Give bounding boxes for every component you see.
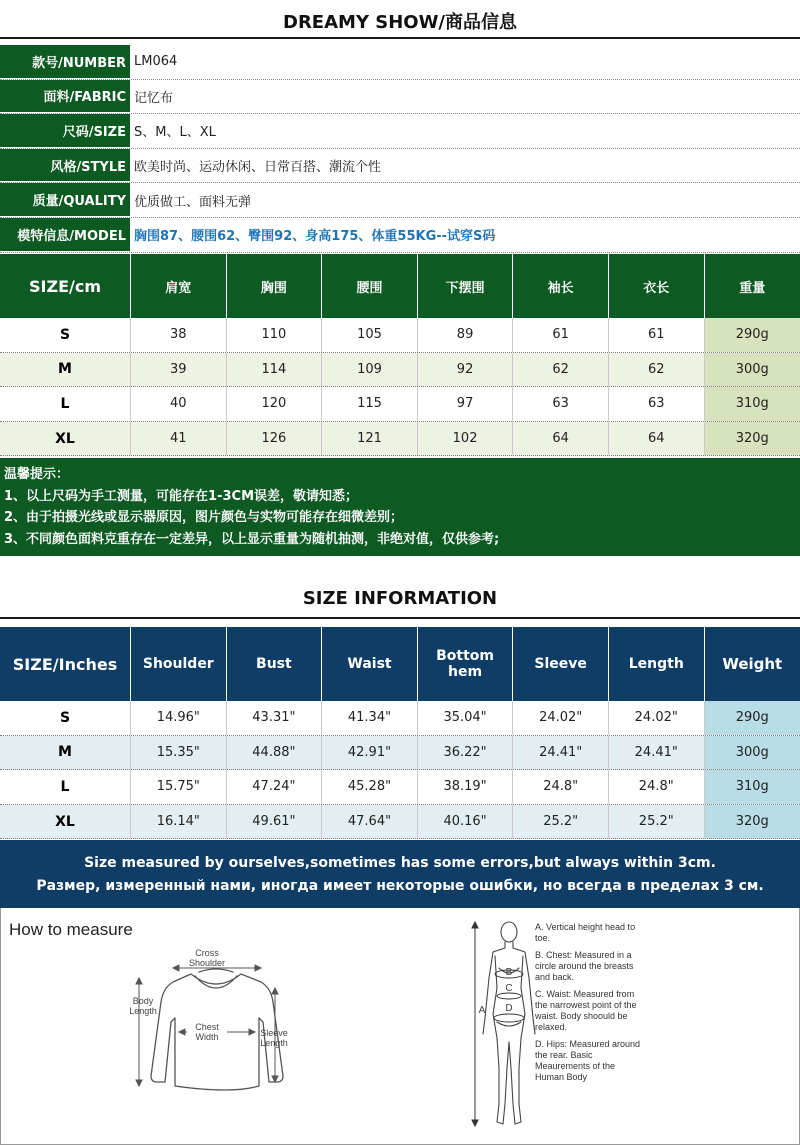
weight-cell: 310g	[705, 770, 800, 804]
section-title-size-information: SIZE INFORMATION	[302, 588, 498, 609]
info-value-model: 胸围87、腰围62、臀围92、身高175、体重55KG--试穿S码	[134, 229, 496, 245]
table-cell: 92	[418, 353, 514, 387]
measurement-legend	[535, 922, 643, 1089]
table-cell: 64	[609, 422, 705, 456]
table-cell: 44.88"	[227, 736, 323, 770]
table-cell: 105	[322, 318, 418, 352]
size-cell: S	[0, 318, 131, 352]
info-row-model	[0, 218, 800, 253]
table-row	[0, 318, 800, 353]
size-cell: L	[0, 387, 131, 421]
how-to-measure-title: How to measure	[9, 920, 133, 939]
info-label: 质量/QUALITY	[0, 183, 131, 217]
note-line-en: Size measured by ourselves,sometimes has some errors,but always within 3cm.	[84, 855, 716, 871]
table-cell: 25.2"	[609, 805, 705, 839]
table-row	[0, 805, 800, 840]
body-letter-c: C	[505, 983, 513, 994]
body-letter-a: A	[478, 1005, 486, 1016]
header-cell: Weight	[722, 655, 783, 673]
table-row	[0, 736, 800, 771]
header-cell: 下摆围	[418, 254, 514, 318]
table-cell: 97	[418, 387, 514, 421]
table-cell: 39	[131, 353, 227, 387]
weight-cell: 300g	[705, 353, 800, 387]
header-cell: Waist	[322, 627, 418, 701]
table-cell: 24.8"	[609, 770, 705, 804]
info-value: 记忆布	[134, 90, 174, 106]
info-value: 欧美时尚、运动休闲、日常百搭、潮流个性	[134, 160, 382, 176]
info-value: S、M、L、XL	[134, 125, 216, 141]
table-cell: 24.41"	[513, 736, 609, 770]
legend-item-c: C. Waist: Measured from the narrowest point of the waist. Body shoould be relaxed.	[535, 989, 637, 1032]
table-header	[0, 254, 800, 318]
table-cell: 41.34"	[322, 701, 418, 735]
table-cell: 16.14"	[131, 805, 227, 839]
table-row	[0, 387, 800, 422]
header-cell: 肩宽	[131, 254, 227, 318]
info-row-number	[0, 45, 800, 80]
weight-cell: 310g	[705, 387, 800, 421]
product-info-table	[0, 45, 800, 253]
size-cell: M	[0, 736, 131, 770]
info-label: 款号/NUMBER	[0, 45, 131, 79]
table-cell: 61	[513, 318, 609, 352]
table-cell: 62	[609, 353, 705, 387]
table-cell: 40.16"	[418, 805, 514, 839]
header-cell: 袖长	[513, 254, 609, 318]
table-cell: 40	[131, 387, 227, 421]
info-value: 优质做工、面料无弹	[134, 194, 252, 210]
weight-cell: 290g	[705, 701, 800, 735]
info-row-fabric	[0, 80, 800, 115]
table-cell: 121	[322, 422, 418, 456]
header-cell: 重量	[739, 280, 766, 296]
notes-box	[0, 458, 800, 556]
info-value: LM064	[134, 54, 178, 70]
body-letter-d: D	[505, 1003, 513, 1014]
info-label: 尺码/SIZE	[0, 114, 131, 148]
header-cell: Shoulder	[131, 627, 227, 701]
table-cell: 47.24"	[227, 770, 323, 804]
size-cell: XL	[0, 805, 131, 839]
weight-cell: 300g	[705, 736, 800, 770]
table-cell: 24.02"	[513, 701, 609, 735]
note-line: 3、不同颜色面料克重存在一定差异，以上显示重量为随机抽测，非绝对值，仅供参考;	[4, 531, 500, 547]
size-table-inches	[0, 627, 800, 839]
table-cell: 61	[609, 318, 705, 352]
table-cell: 14.96"	[131, 701, 227, 735]
info-row-size	[0, 114, 800, 149]
legend-item-a: A. Vertical height head to toe.	[535, 922, 636, 943]
table-cell: 62	[513, 353, 609, 387]
weight-cell: 320g	[705, 422, 800, 456]
header-cell: Bottom hem	[418, 627, 514, 701]
table-row	[0, 422, 800, 457]
info-row-quality	[0, 183, 800, 218]
table-row	[0, 353, 800, 388]
body-letter-b: B	[505, 967, 513, 978]
table-cell: 114	[227, 353, 323, 387]
info-label: 面料/FABRIC	[0, 80, 131, 114]
size-cell: M	[0, 353, 131, 387]
header-cell: 衣长	[609, 254, 705, 318]
body-length-label: Body Length	[129, 996, 157, 1016]
header-cell: Bust	[227, 627, 323, 701]
table-cell: 41	[131, 422, 227, 456]
table-cell: 126	[227, 422, 323, 456]
table-cell: 63	[609, 387, 705, 421]
table-row	[0, 701, 800, 736]
note-line-ru: Размер, измеренный нами, иногда имеет некоторые ошибки, но всегда в пределах 3 см.	[36, 878, 764, 894]
measurement-note	[0, 840, 800, 908]
legend-item-b: B. Chest: Measured in a circle around the breasts and back.	[535, 950, 634, 982]
divider	[0, 37, 800, 39]
header-cell: 胸围	[227, 254, 323, 318]
section-title-product-info: DREAMY SHOW/商品信息	[283, 12, 517, 33]
info-label: 模特信息/MODEL	[0, 218, 131, 252]
table-cell: 15.75"	[131, 770, 227, 804]
weight-cell: 290g	[705, 318, 800, 352]
table-cell: 24.02"	[609, 701, 705, 735]
size-cell: S	[0, 701, 131, 735]
size-table-cm	[0, 254, 800, 456]
table-cell: 43.31"	[227, 701, 323, 735]
table-cell: 15.35"	[131, 736, 227, 770]
table-cell: 109	[322, 353, 418, 387]
table-cell: 25.2"	[513, 805, 609, 839]
chest-width-label: Chest Width	[187, 1022, 227, 1042]
table-row	[0, 770, 800, 805]
info-row-style	[0, 149, 800, 184]
size-cell: L	[0, 770, 131, 804]
table-cell: 38.19"	[418, 770, 514, 804]
table-cell: 63	[513, 387, 609, 421]
table-header	[0, 627, 800, 701]
cross-shoulder-label: Cross Shoulder	[188, 948, 226, 968]
table-cell: 102	[418, 422, 514, 456]
table-cell: 49.61"	[227, 805, 323, 839]
table-cell: 38	[131, 318, 227, 352]
table-cell: 64	[513, 422, 609, 456]
table-cell: 120	[227, 387, 323, 421]
note-line: 2、由于拍摄光线或显示器原因，图片颜色与实物可能存在细微差别；	[4, 510, 404, 525]
header-cell: SIZE/cm	[0, 254, 131, 318]
header-cell: Length	[609, 627, 705, 701]
table-cell: 110	[227, 318, 323, 352]
table-cell: 24.41"	[609, 736, 705, 770]
table-cell: 24.8"	[513, 770, 609, 804]
table-cell: 115	[322, 387, 418, 421]
weight-cell: 320g	[705, 805, 800, 839]
notes-heading: 温馨提示：	[4, 467, 70, 482]
table-cell: 36.22"	[418, 736, 514, 770]
table-cell: 47.64"	[322, 805, 418, 839]
info-label: 风格/STYLE	[0, 149, 131, 183]
size-cell: XL	[0, 422, 131, 456]
legend-item-d: D. Hips: Measured around the rear. Basic Meaurements of the Human Body	[535, 1039, 641, 1082]
divider	[0, 617, 800, 619]
table-cell: 89	[418, 318, 514, 352]
sleeve-length-label: Sleeve Length	[260, 1028, 288, 1048]
note-line: 1、以上尺码为手工测量，可能存在1-3CM误差，敬请知悉；	[4, 488, 359, 504]
how-to-measure-panel	[0, 908, 800, 1145]
header-cell: SIZE/Inches	[0, 627, 131, 701]
table-cell: 42.91"	[322, 736, 418, 770]
header-cell: 腰围	[322, 254, 418, 318]
table-cell: 45.28"	[322, 770, 418, 804]
header-cell: Sleeve	[513, 627, 609, 701]
table-cell: 35.04"	[418, 701, 514, 735]
